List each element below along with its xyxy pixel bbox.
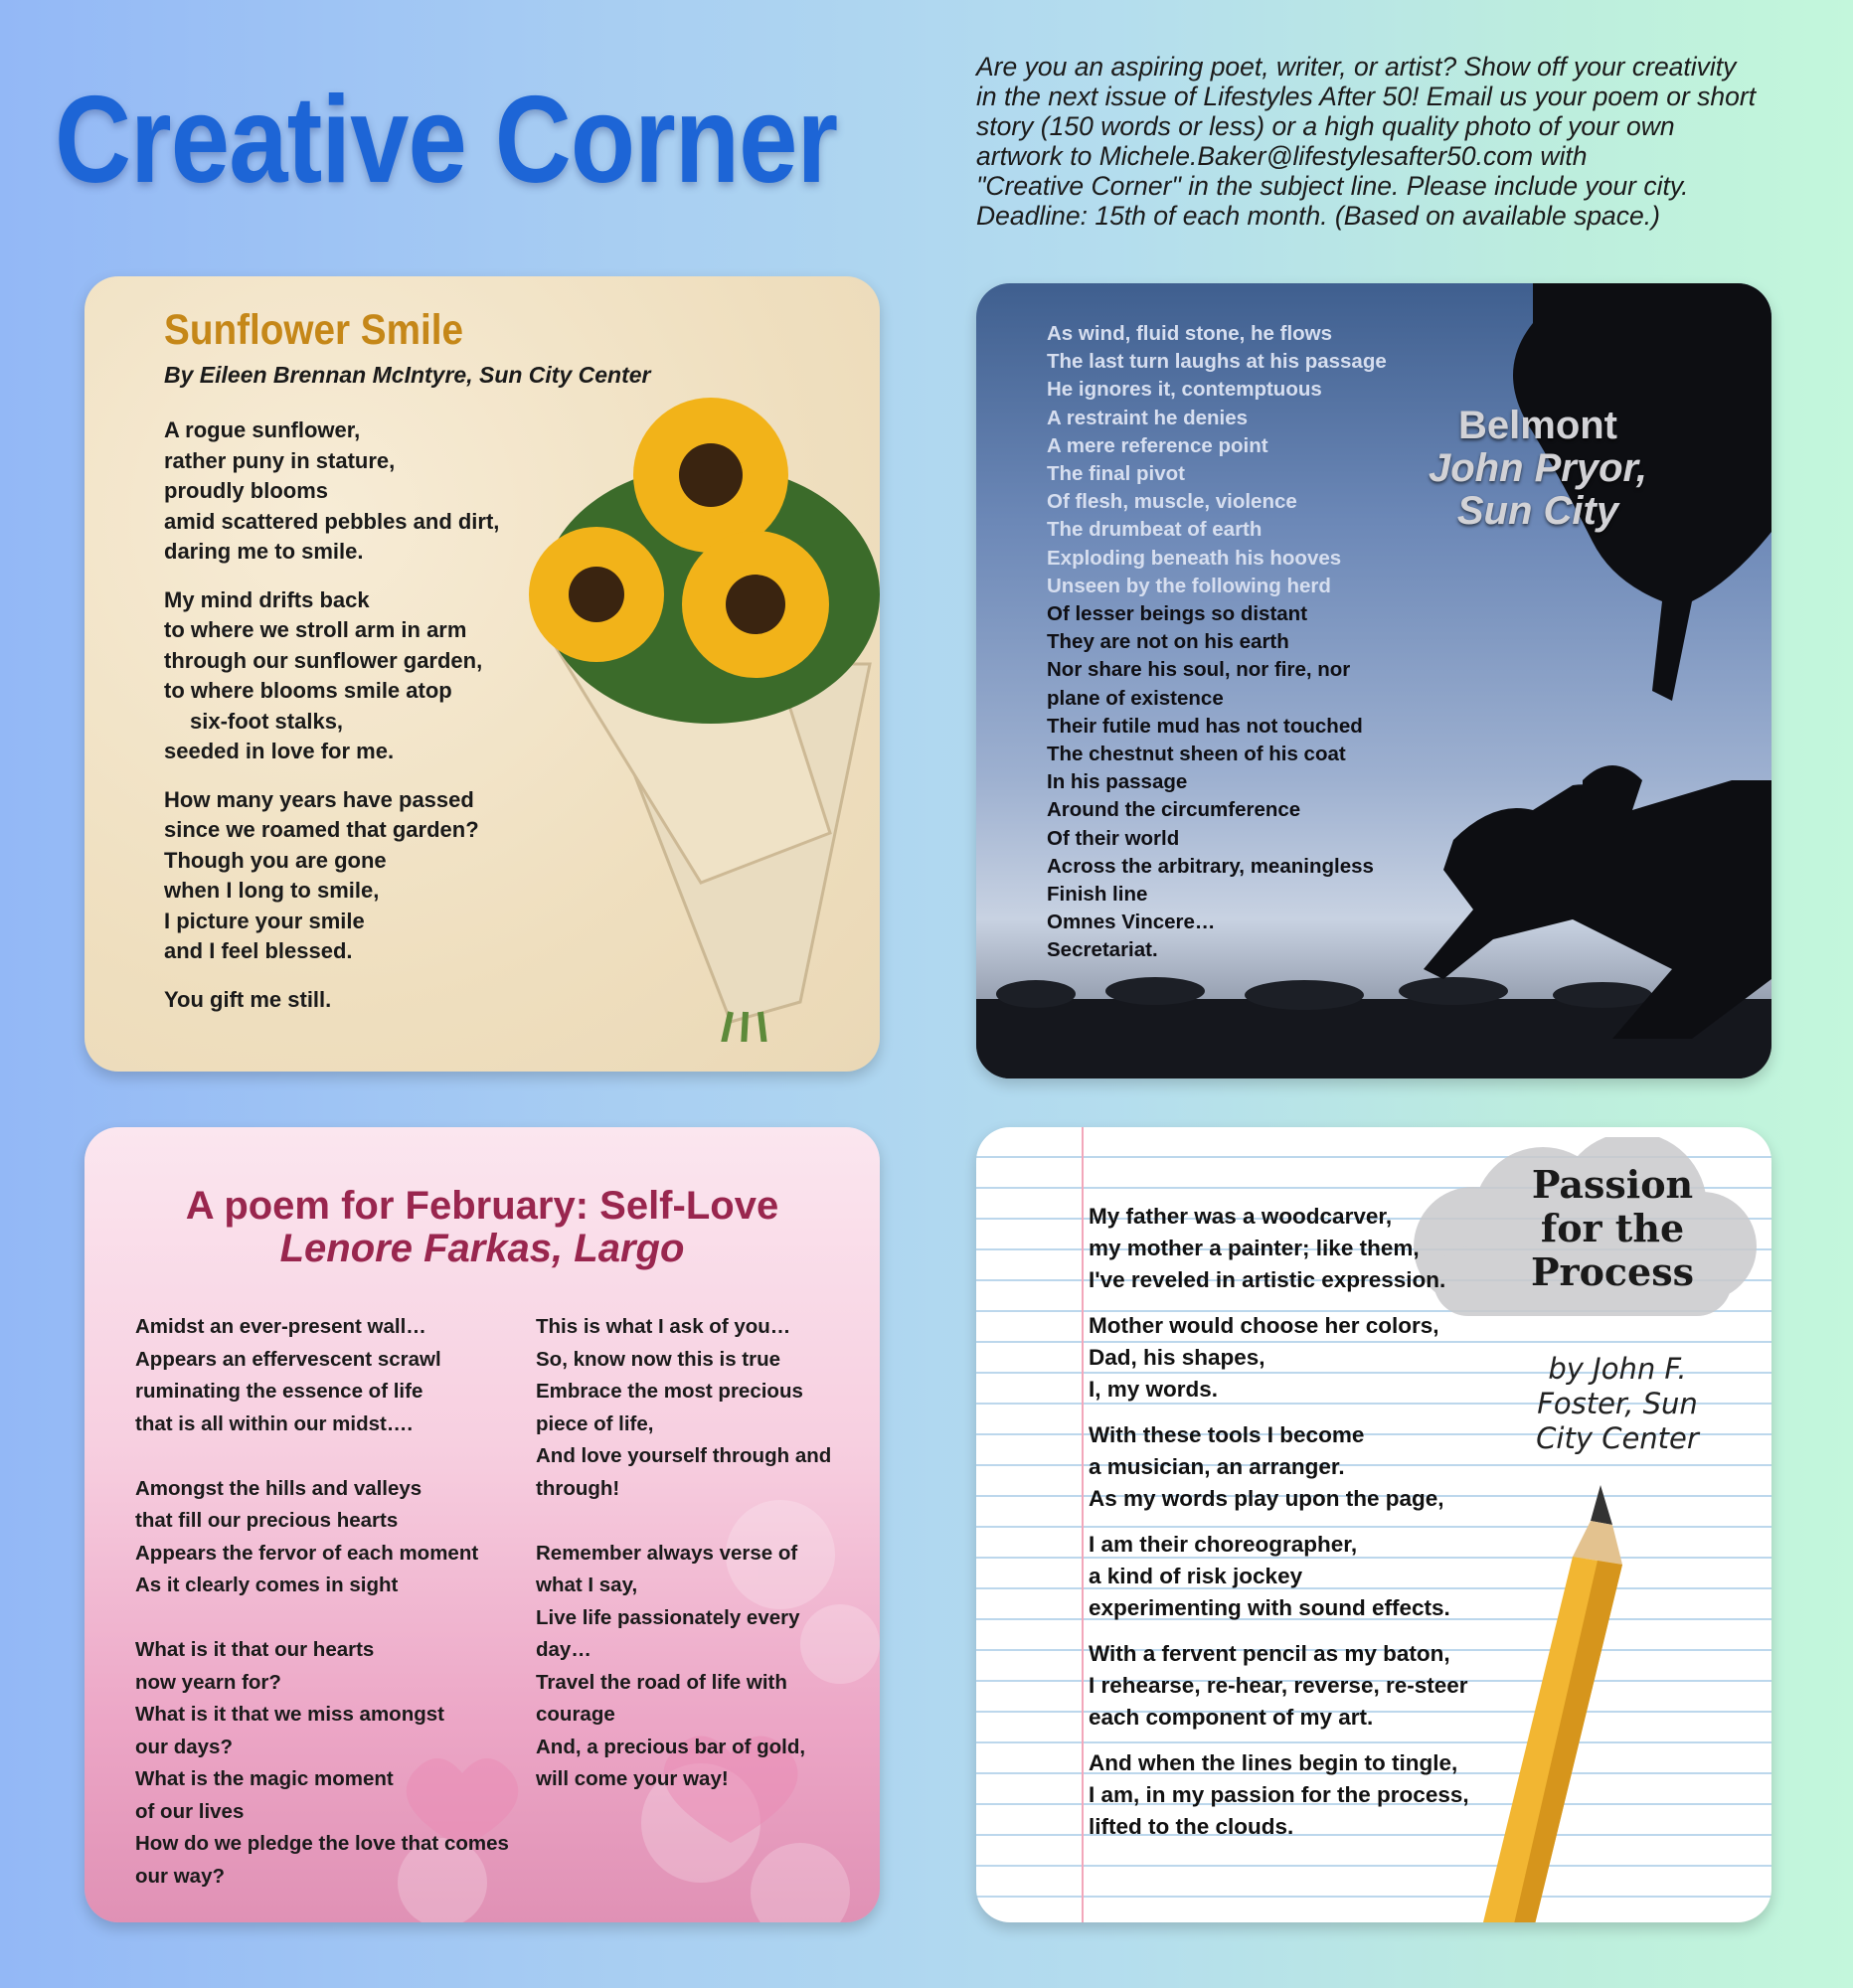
poem-line: when I long to smile, bbox=[164, 878, 380, 903]
poem-line: Of their world bbox=[1047, 826, 1180, 850]
poem-line: what I say, bbox=[536, 1574, 638, 1596]
poem-line: Travel the road of life with bbox=[536, 1670, 787, 1694]
poem-line: Amidst an ever-present wall… bbox=[135, 1315, 426, 1338]
intro-line: Are you an aspiring poet, writer, or artist? Show off your creativity bbox=[976, 52, 1737, 82]
poem-line: I rehearse, re-hear, reverse, re-steer bbox=[1089, 1673, 1468, 1698]
intro-line: artwork to Michele.Baker@lifestylesafter50.com with bbox=[976, 141, 1588, 171]
poem-line: Across the arbitrary, meaningless bbox=[1047, 854, 1374, 878]
poem-line: This is what I ask of you… bbox=[536, 1315, 791, 1338]
poem-line: experimenting with sound effects. bbox=[1089, 1595, 1450, 1620]
poem-line: Secretariat. bbox=[1047, 938, 1158, 962]
poem-line: As it clearly comes in sight bbox=[135, 1574, 399, 1596]
poem-line: Though you are gone bbox=[164, 847, 387, 873]
byline-line: by John F. bbox=[1548, 1352, 1687, 1386]
intro-line: story (150 words or less) or a high quality photo of your own bbox=[976, 111, 1675, 141]
poem-line: Of lesser beings so distant bbox=[1047, 602, 1308, 626]
title-line: Process bbox=[1530, 1249, 1695, 1294]
poem-line: How many years have passed bbox=[164, 786, 474, 812]
poem-line: our days? bbox=[135, 1735, 233, 1758]
poem-line: through our sunflower garden, bbox=[164, 647, 483, 673]
poem-line: I picture your smile bbox=[164, 908, 365, 933]
poem-line: Around the circumference bbox=[1047, 798, 1301, 822]
poem-line: a musician, an arranger. bbox=[1089, 1454, 1345, 1479]
poem-author: John Pryor, bbox=[1428, 446, 1648, 490]
poem-line: rather puny in stature, bbox=[164, 447, 396, 473]
poem-body bbox=[1047, 320, 1464, 965]
poem-line: plane of existence bbox=[1047, 686, 1224, 710]
poem-line: They are not on his earth bbox=[1047, 630, 1289, 654]
poem-line: seeded in love for me. bbox=[164, 739, 395, 763]
poem-line: Remember always verse of bbox=[536, 1541, 798, 1565]
stanza bbox=[164, 585, 542, 767]
poem-line: What is it that our hearts bbox=[135, 1638, 375, 1661]
poem-line: Appears the fervor of each moment bbox=[135, 1541, 479, 1565]
poem-line: The drumbeat of earth bbox=[1047, 518, 1263, 542]
notebook-margin-line bbox=[1082, 1127, 1084, 1922]
poem-line: Amongst the hills and valleys bbox=[135, 1476, 422, 1500]
poem-column-right bbox=[536, 1311, 854, 1796]
poem-line: As my words play upon the page, bbox=[1089, 1486, 1444, 1511]
intro-line: Deadline: 15th of each month. (Based on available space.) bbox=[976, 201, 1660, 231]
poem-line: will come your way! bbox=[536, 1767, 729, 1790]
byline-line: Foster, Sun bbox=[1537, 1387, 1698, 1420]
poem-line: six-foot stalks, bbox=[190, 708, 344, 734]
poem-line: Their futile mud has not touched bbox=[1047, 714, 1363, 738]
poem-line: to where blooms smile atop bbox=[164, 678, 452, 703]
submission-intro bbox=[976, 52, 1811, 231]
poem-line: Unseen by the following herd bbox=[1047, 574, 1331, 597]
poem-line: With a fervent pencil as my baton, bbox=[1089, 1641, 1450, 1666]
poem-line: The final pivot bbox=[1047, 462, 1185, 486]
poem-line: With these tools I become bbox=[1089, 1422, 1365, 1447]
stanza bbox=[1089, 1638, 1526, 1734]
poem-line: Live life passionately every bbox=[536, 1605, 800, 1629]
poem-line: I am their choreographer, bbox=[1089, 1532, 1358, 1557]
poem-line: And, a precious bar of gold, bbox=[536, 1735, 806, 1758]
poem-line: and I feel blessed. bbox=[164, 938, 353, 963]
poem-author: Lenore Farkas, Largo bbox=[279, 1227, 685, 1270]
poem-line: day… bbox=[536, 1638, 591, 1661]
stanza bbox=[164, 785, 542, 967]
poem-title: Sunflower Smile bbox=[164, 306, 464, 354]
poem-line: I've reveled in artistic expression. bbox=[1089, 1267, 1446, 1292]
poem-line: Embrace the most precious bbox=[536, 1380, 803, 1403]
poem-line: lifted to the clouds. bbox=[1089, 1814, 1294, 1839]
poem-line: through! bbox=[536, 1476, 620, 1500]
poem-line: Mother would choose her colors, bbox=[1089, 1313, 1439, 1338]
intro-line: in the next issue of Lifestyles After 50! Email us your poem or short bbox=[976, 82, 1757, 111]
passion-for-the-process-card bbox=[976, 1127, 1771, 1922]
poem-line: My father was a woodcarver, bbox=[1089, 1204, 1393, 1229]
stanza bbox=[164, 985, 542, 1016]
self-love-card bbox=[84, 1127, 880, 1922]
poem-line: What is the magic moment bbox=[135, 1767, 394, 1790]
poem-line: my mother a painter; like them, bbox=[1089, 1236, 1420, 1260]
poem-line: The chestnut sheen of his coat bbox=[1047, 743, 1346, 766]
poem-line: amid scattered pebbles and dirt, bbox=[164, 508, 500, 534]
poem-line: that is all within our midst…. bbox=[135, 1411, 414, 1435]
poem-line: Appears an effervescent scrawl bbox=[135, 1347, 441, 1371]
poem-line: Dad, his shapes, bbox=[1089, 1345, 1265, 1370]
stanza bbox=[1089, 1529, 1526, 1624]
poem-line: In his passage bbox=[1047, 770, 1188, 794]
title-line: Passion bbox=[1531, 1162, 1694, 1207]
stanza bbox=[1089, 1747, 1526, 1843]
poem-line: piece of life, bbox=[536, 1411, 654, 1435]
poem-line: So, know now this is true bbox=[536, 1347, 781, 1371]
title-line: for the bbox=[1540, 1206, 1685, 1250]
poem-title: Belmont bbox=[1458, 404, 1617, 447]
poem-author-city: Sun City bbox=[1456, 489, 1619, 533]
intro-line: "Creative Corner" in the subject line. Please include your city. bbox=[976, 171, 1689, 201]
poem-line: proudly blooms bbox=[164, 478, 328, 503]
poem-column-left bbox=[135, 1311, 513, 1893]
poem-line: The last turn laughs at his passage bbox=[1047, 350, 1387, 374]
poem-line: courage bbox=[536, 1703, 615, 1726]
poem-line: A rogue sunflower, bbox=[164, 417, 361, 442]
sunflower-smile-card bbox=[84, 276, 880, 1072]
poem-line: A restraint he denies bbox=[1047, 406, 1249, 429]
byline-line: City Center bbox=[1536, 1421, 1699, 1455]
poem-line: My mind drifts back bbox=[164, 586, 370, 612]
poem-line: that fill our precious hearts bbox=[135, 1509, 399, 1532]
stanza bbox=[1089, 1310, 1526, 1406]
poem-line: You gift me still. bbox=[164, 986, 332, 1012]
poem-line: A mere reference point bbox=[1047, 433, 1268, 457]
sunflower-bouquet-image bbox=[502, 366, 880, 1042]
poem-line: since we roamed that garden? bbox=[164, 817, 479, 842]
poem-line: As wind, fluid stone, he flows bbox=[1047, 322, 1333, 345]
poem-line: ruminating the essence of life bbox=[135, 1380, 423, 1403]
poem-title: A poem for February: Self-Love bbox=[185, 1184, 779, 1228]
poem-body bbox=[164, 415, 542, 1033]
poem-line: How do we pledge the love that comes bbox=[135, 1832, 509, 1855]
stanza bbox=[164, 415, 542, 568]
poem-line: Exploding beneath his hooves bbox=[1047, 546, 1342, 570]
poem-line: daring me to smile. bbox=[164, 539, 364, 564]
poem-line: a kind of risk jockey bbox=[1089, 1564, 1303, 1588]
poem-line: Of flesh, muscle, violence bbox=[1047, 490, 1297, 514]
stanza bbox=[1089, 1201, 1526, 1296]
poem-line: And love yourself through and bbox=[536, 1444, 832, 1467]
poem-line: to where we stroll arm in arm bbox=[164, 617, 467, 642]
poem-line: now yearn for? bbox=[135, 1670, 281, 1694]
poem-line: And when the lines begin to tingle, bbox=[1089, 1750, 1458, 1775]
poem-line: He ignores it, contemptuous bbox=[1047, 378, 1322, 402]
poem-byline bbox=[1503, 1352, 1732, 1456]
stanza bbox=[1089, 1419, 1526, 1515]
poem-title bbox=[1493, 1163, 1732, 1294]
poem-body bbox=[1089, 1201, 1526, 1857]
poem-line: of our lives bbox=[135, 1799, 245, 1823]
poem-line: our way? bbox=[135, 1864, 225, 1888]
poem-byline: By Eileen Brennan McIntyre, Sun City Center bbox=[164, 362, 651, 388]
belmont-card bbox=[976, 283, 1771, 1078]
poem-line: Omnes Vincere… bbox=[1047, 911, 1216, 934]
poem-line: What is it that we miss amongst bbox=[135, 1703, 444, 1726]
poem-line: Nor share his soul, nor fire, nor bbox=[1047, 658, 1351, 682]
poem-heading bbox=[84, 1185, 880, 1270]
poem-line: each component of my art. bbox=[1089, 1705, 1374, 1730]
poem-line: Finish line bbox=[1047, 883, 1148, 907]
poem-line: I am, in my passion for the process, bbox=[1089, 1782, 1469, 1807]
poem-line: I, my words. bbox=[1089, 1377, 1219, 1402]
page-title: Creative Corner bbox=[55, 72, 838, 209]
